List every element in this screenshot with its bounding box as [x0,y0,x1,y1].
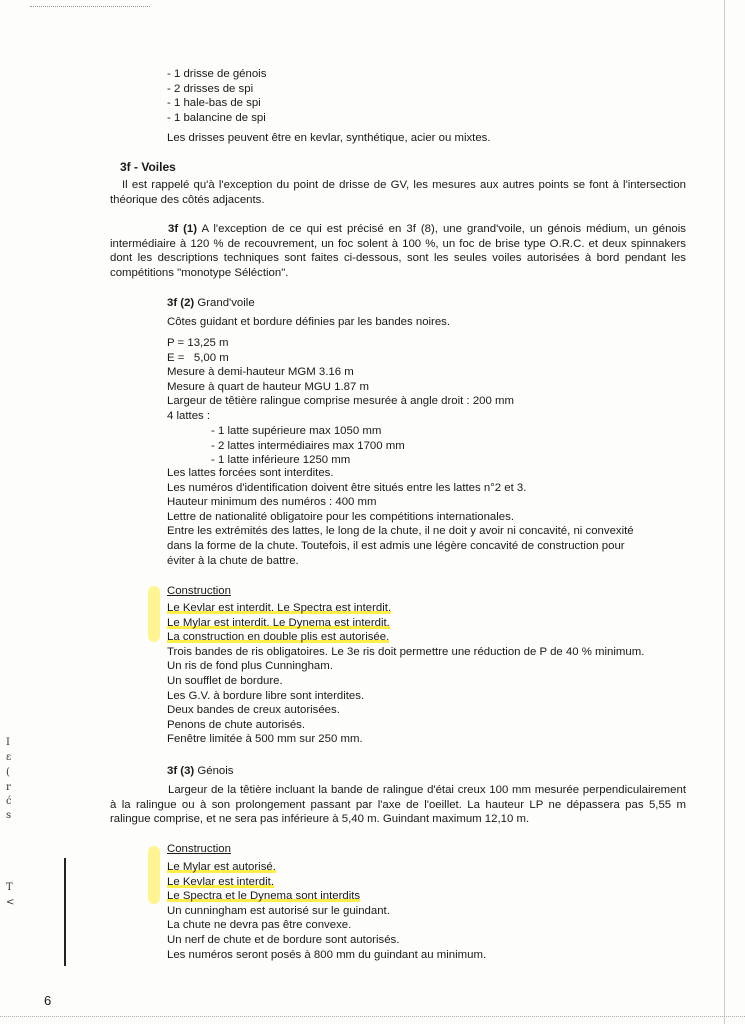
highlighted-rule: Le Kevlar est interdit. Le Spectra est interdit. [167,602,392,614]
rule-line: Hauteur minimum des numéros : 400 mm [167,496,377,509]
highlighted-rule: Le Spectra et le Dynema sont interdits [167,890,361,903]
batten-item: - 2 lattes intermédiaires max 1700 mm [211,439,405,452]
margin-vertical-line [64,858,66,966]
section-3f1-paragraph [110,222,686,280]
rule-line: Entre les extrémités des lattes, le long de la chute, il ne doit y avoir ni concavité, ni convexité [167,525,634,538]
spec-line: 4 lattes : [167,409,211,422]
highlighted-rule: Le Kevlar est interdit. [167,875,274,888]
margin-glyph: I [6,737,10,748]
margin-glyph: < [6,897,15,908]
list-item: - 1 drisse de génois [167,68,267,80]
margin-glyph: s [6,810,12,821]
construction-line: Les numéros seront posés à 800 mm du guindant au minimum. [167,948,487,961]
construction-genois-list [167,860,486,962]
rule-line: Les lattes forcées sont interdites. [167,467,334,479]
batten-item: - 1 latte supérieure max 1050 mm [211,425,382,437]
construction-line: Les G.V. à bordure libre sont interdites. [167,689,365,702]
construction-line: Deux bandes de creux autorisées. [167,704,340,717]
construction-line: Un nerf de chute et de bordure sont autorisés. [167,933,400,946]
construction-line: Un ris de fond plus Cunningham. [167,660,333,673]
margin-glyph: T [6,882,13,893]
margin-glyph: ε [6,752,12,763]
rule-line: Les numéros d'identification doivent être situés entre les lattes n°2 et 3. [167,481,527,494]
list-item: - 1 balancine de spi [167,111,266,124]
section-title-voiles: 3f - Voiles [120,160,176,174]
batten-list [211,424,405,468]
section-3f1-text: A l'exception de ce qui est précisé en 3f (8), une grand'voile, un génois médium, un génois intermédiaire à 120 % de recouvrement, un foc solent à 100 %, un foc de brise type O.R.C. et deux spinnakers dont les descriptions techniques sont faites ci-dessous, sont les seules voiles autorisées à bord pendant les compétitions "monotype Séléction". [110,223,686,279]
spec-line: Mesure à demi-hauteur MGM 3.16 m [167,366,354,379]
highlighter-mark [148,586,160,642]
section-3f3-label: 3f (3) [167,765,195,777]
rule-line: dans la forme de la chute. Toutefois, il est admis une légère concavité de construction pour [167,539,625,552]
margin-glyph: ( [6,767,10,778]
section-3f3-title: Génois [197,765,234,777]
section-3f2-title: Grand'voile [197,297,255,309]
construction-title-grandvoile: Construction [167,585,231,597]
highlighted-rule: La construction en double plis est autorisée. [167,631,390,644]
batten-item: - 1 latte inférieure 1250 mm [211,454,351,467]
rule-line: Lettre de nationalité obligatoire pour les compétitions internationales. [167,510,514,523]
spec-line: E = 5,00 m [167,351,229,364]
construction-title-genois: Construction [167,843,231,855]
scan-artifact-top [30,6,150,8]
scan-artifact-bottom [0,1016,745,1018]
section-3f2-heading [167,297,255,309]
highlighter-mark [148,846,160,904]
list-item: - 1 hale-bas de spi [167,97,261,110]
scan-artifact-right-edge [724,0,725,1024]
construction-line: Penons de chute autorisés. [167,718,306,731]
construction-grandvoile-list [167,601,644,747]
section-3f1-label: 3f (1) [168,223,198,235]
spec-line: P = 13,25 m [167,337,229,349]
rule-line: éviter à la chute de battre. [167,554,299,567]
spec-line: Largeur de têtière ralingue comprise mesurée à angle droit : 200 mm [167,395,514,408]
construction-line: Un cunningham est autorisé sur le guindant. [167,904,390,917]
intro-list [167,67,266,125]
section-3f3-heading [167,765,233,777]
highlighted-rule: Le Mylar est autorisé. [167,861,276,873]
construction-line: Fenêtre limitée à 500 mm sur 250 mm. [167,733,363,746]
voiles-paragraph: Il est rappelé qu'à l'exception du point de drisse de GV, les mesures aux autres points se font à l'intersection théorique des côtés adjacents. [110,179,686,206]
spec-line: Mesure à quart de hauteur MGU 1.87 m [167,380,369,393]
page-number: 6 [44,993,52,1008]
highlighted-rule: Le Mylar est interdit. Le Dynema est interdit. [167,616,390,629]
list-item: - 2 drisses de spi [167,82,254,95]
intro-note: Les drisses peuvent être en kevlar, synthétique, acier ou mixtes. [167,132,491,144]
genois-paragraph: Largeur de la têtière incluant la bande de ralingue d'étai creux 100 mm mesurée perpendiculairement à la ralingue ou à son prolongement passant par l'axe de l'oeillet. La hauteur LP ne dépassera pas 5,55 m ralingue comprise, et ne sera pas inférieure à 5,40 m. Guindant maximum 12,10 m. [110,784,686,826]
construction-line: La chute ne devra pas être convexe. [167,919,352,932]
construction-line: Trois bandes de ris obligatoires. Le 3e ris doit permettre une réduction de P de 40 % minimum. [167,645,645,658]
grandvoile-intro: Côtes guidant et bordure définies par les bandes noires. [167,316,451,328]
grandvoile-rules [167,466,634,568]
construction-line: Un soufflet de bordure. [167,674,283,687]
margin-glyph: r [6,782,11,793]
margin-glyph: ć [6,796,12,807]
section-3f2-label: 3f (2) [167,297,195,309]
grandvoile-specs [167,336,514,424]
